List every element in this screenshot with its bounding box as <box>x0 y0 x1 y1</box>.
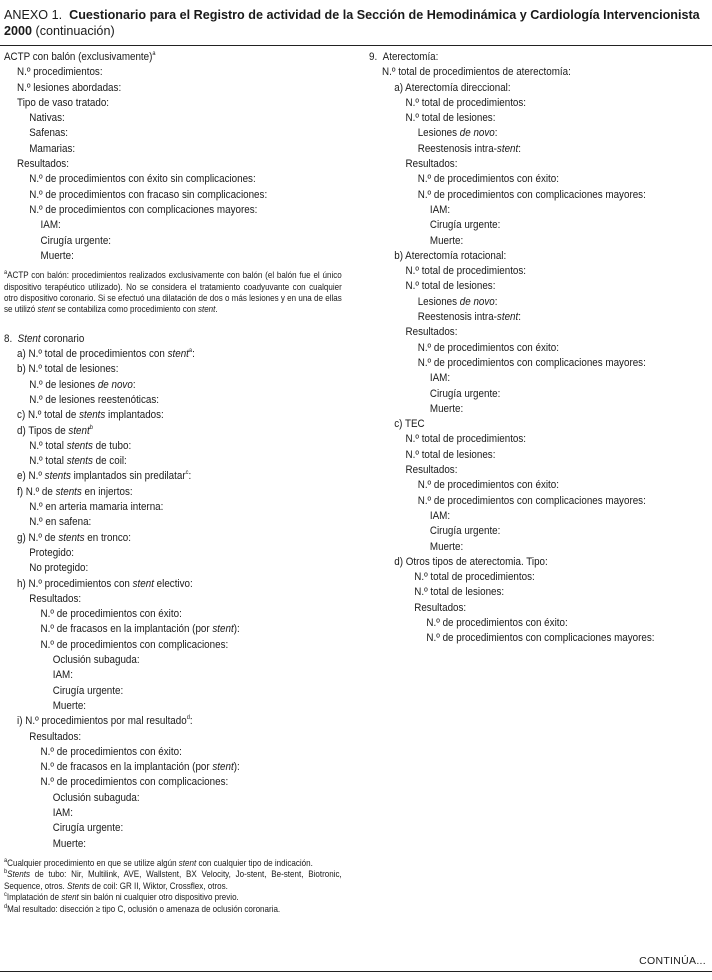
stent-i-occlusion: Oclusión subaguda: <box>52 791 140 804</box>
stent-section <box>4 332 344 915</box>
other-results: Resultados: <box>414 601 467 614</box>
footer-divider <box>0 971 712 972</box>
other-success: N.º de procedimientos con éxito: <box>426 616 568 629</box>
annex-label: ANEXO 1. <box>4 8 63 22</box>
stent-h-results: Resultados: <box>29 592 82 605</box>
tec-procedures: N.º total de procedimientos: <box>405 433 527 446</box>
footnote-d: $^d$Mal resultado: disección ≥ tipo C, oclusión o amenaza de oclusión coronaria. <box>4 902 281 914</box>
atherectomy-total: N.º total de procedimientos de aterectomía: <box>382 66 571 79</box>
stent-heading: 8. Stent coronario <box>4 332 85 345</box>
stent-i: i) N.º procedimientos por mal resultado$^d$: <box>17 714 193 728</box>
stent-d2: N.º total stents de coil: <box>29 455 127 468</box>
other-procedures: N.º total de procedimientos: <box>414 571 535 584</box>
stent-h-urgent-surgery: Cirugía urgente: <box>52 684 124 697</box>
tec-iam: IAM: <box>429 509 451 522</box>
actp-lesions: N.º lesiones abordadas: <box>17 81 122 94</box>
actp-section <box>4 50 344 316</box>
stent-b1: N.º de lesiones de novo: <box>29 378 136 391</box>
tec-urgent-surgery: Cirugía urgente: <box>429 525 501 538</box>
page-header <box>4 8 704 39</box>
stent-g2: No protegido: <box>29 562 89 575</box>
directional-iam: IAM: <box>429 203 451 216</box>
actp-urgent-surgery: Cirugía urgente: <box>40 234 112 247</box>
rotational-restenosis: Reestenosis intra-stent: <box>417 311 521 324</box>
actp-death: Muerte: <box>40 249 74 262</box>
stent-c: c) N.º total de stents implantados: <box>17 409 164 422</box>
actp-failure: N.º de procedimientos con fracaso sin complicaciones: <box>29 188 268 201</box>
directional-title: a) Aterectomía direccional: <box>394 81 511 94</box>
directional-de-novo: Lesiones de novo: <box>417 127 498 140</box>
stent-f1: N.º en arteria mamaria interna: <box>29 501 164 514</box>
actp-major-complications: N.º de procedimientos con complicaciones mayores: <box>29 203 258 216</box>
stent-h-complications: N.º de procedimientos con complicaciones: <box>40 638 229 651</box>
stent-footnotes <box>4 858 342 915</box>
actp-native: Nativas: <box>29 112 65 125</box>
actp-heading: ACTP con balón (exclusivamente)$^a$ <box>4 50 156 63</box>
other-complications: N.º de procedimientos con complicaciones mayores: <box>426 632 655 645</box>
stent-d1: N.º total stents de tubo: <box>29 439 132 452</box>
tec-lesions: N.º total de lesiones: <box>405 448 496 461</box>
rotational-success: N.º de procedimientos con éxito: <box>417 341 559 354</box>
actp-vessel-type: Tipo de vaso tratado: <box>17 96 110 109</box>
stent-i-complications: N.º de procedimientos con complicaciones: <box>40 776 229 789</box>
rotational-results: Resultados: <box>405 326 458 339</box>
atherectomy-heading: 9. Aterectomía: <box>369 51 439 63</box>
header-divider <box>0 45 712 46</box>
actp-iam: IAM: <box>40 219 61 232</box>
tec-title: c) TEC <box>394 418 425 431</box>
tec-results: Resultados: <box>405 464 458 477</box>
continues-label: CONTINÚA... <box>639 955 706 967</box>
rotational-lesions: N.º total de lesiones: <box>405 280 496 293</box>
stent-i-iam: IAM: <box>52 806 73 819</box>
stent-h-occlusion: Oclusión subaguda: <box>52 654 140 667</box>
stent-b: b) N.º total de lesiones: <box>17 363 119 376</box>
left-column <box>4 50 344 915</box>
document-subtitle: (continuación) <box>35 23 115 38</box>
rotational-procedures: N.º total de procedimientos: <box>405 265 527 278</box>
rotational-death: Muerte: <box>429 402 464 415</box>
stent-h-iam: IAM: <box>52 669 73 682</box>
stent-i-results: Resultados: <box>29 730 82 743</box>
rotational-iam: IAM: <box>429 372 451 385</box>
stent-i-failure: N.º de fracasos en la implantación (por stent): <box>40 761 240 774</box>
stent-h-death: Muerte: <box>52 699 87 712</box>
tec-success: N.º de procedimientos con éxito: <box>417 479 559 492</box>
tec-complications: N.º de procedimientos con complicaciones mayores: <box>417 494 646 507</box>
actp-saphenous: Safenas: <box>29 127 69 140</box>
actp-footnote: $^a$ACTP con balón: procedimientos realizados exclusivamente con balón (el balón fue el único dispositivo terapéutico utilizado). No se considera el tratamiento coadyuvante con cualquier otro dispositivo coronario. Si se efectuó una dilatación de dos o más lesiones y en una de ellas se utilizó stent se contabiliza como procedimiento con stent. <box>4 269 342 315</box>
directional-procedures: N.º total de procedimientos: <box>405 96 527 109</box>
directional-death: Muerte: <box>429 234 464 247</box>
stent-i-success: N.º de procedimientos con éxito: <box>40 745 182 758</box>
rotational-complications: N.º de procedimientos con complicaciones mayores: <box>417 356 646 369</box>
stent-f2: N.º en safena: <box>29 516 92 529</box>
directional-complications: N.º de procedimientos con complicaciones mayores: <box>417 188 646 201</box>
stent-h: h) N.º procedimientos con stent electivo: <box>17 577 193 590</box>
stent-h-success: N.º de procedimientos con éxito: <box>40 608 182 621</box>
other-lesions: N.º total de lesiones: <box>414 586 505 599</box>
directional-success: N.º de procedimientos con éxito: <box>417 173 559 186</box>
directional-lesions: N.º total de lesiones: <box>405 112 496 125</box>
footnote-a: $^a$Cualquier procedimiento en que se utilize algún stent con cualquier tipo de indicación. <box>4 856 313 868</box>
stent-a: a) N.º total de procedimientos con stent$^a$: <box>17 347 195 361</box>
actp-procedures: N.º procedimientos: <box>17 66 103 79</box>
right-column <box>369 50 709 647</box>
actp-results: Resultados: <box>17 158 69 171</box>
document-title: Cuestionario para el Registro de actividad de la Sección de Hemodinámica y Cardiología Intervencionista 2000 <box>4 8 700 38</box>
rotational-title: b) Aterectomía rotacional: <box>394 249 507 262</box>
other-title: d) Otros tipos de aterectomia. Tipo: <box>394 555 548 568</box>
stent-g: g) N.º de stents en tronco: <box>17 531 132 544</box>
directional-results: Resultados: <box>405 158 458 171</box>
tec-death: Muerte: <box>429 540 464 553</box>
stent-e: e) N.º stents implantados sin predilatar$^c$: <box>17 469 192 483</box>
actp-mammary: Mamarias: <box>29 142 76 155</box>
stent-f: f) N.º de stents en injertos: <box>17 485 133 498</box>
rotational-urgent-surgery: Cirugía urgente: <box>429 387 501 400</box>
footnote-c: $^c$Implatación de stent sin balón ni cualquier otro dispositivo previo. <box>4 891 239 903</box>
actp-success: N.º de procedimientos con éxito sin complicaciones: <box>29 173 256 186</box>
stent-b2: N.º de lesiones reestenóticas: <box>29 393 160 406</box>
stent-g1: Protegido: <box>29 546 75 559</box>
directional-restenosis: Reestenosis intra-stent: <box>417 142 521 155</box>
stent-i-death: Muerte: <box>52 837 87 850</box>
directional-urgent-surgery: Cirugía urgente: <box>429 219 501 232</box>
stent-d: d) Tipos de stent$^b$ <box>17 423 93 437</box>
footnote-b: $^b$Stents de tubo: Nir, Multilink, AVE, Wallstent, BX Velocity, Jo-stent, Be-stent, Biotronic, Sequence, otros. Stents de coil: GR II, Wiktor, Crossflex, otros. <box>4 868 342 891</box>
stent-h-failure: N.º de fracasos en la implantación (por stent): <box>40 623 240 636</box>
stent-i-urgent-surgery: Cirugía urgente: <box>52 822 124 835</box>
rotational-de-novo: Lesiones de novo: <box>417 295 498 308</box>
